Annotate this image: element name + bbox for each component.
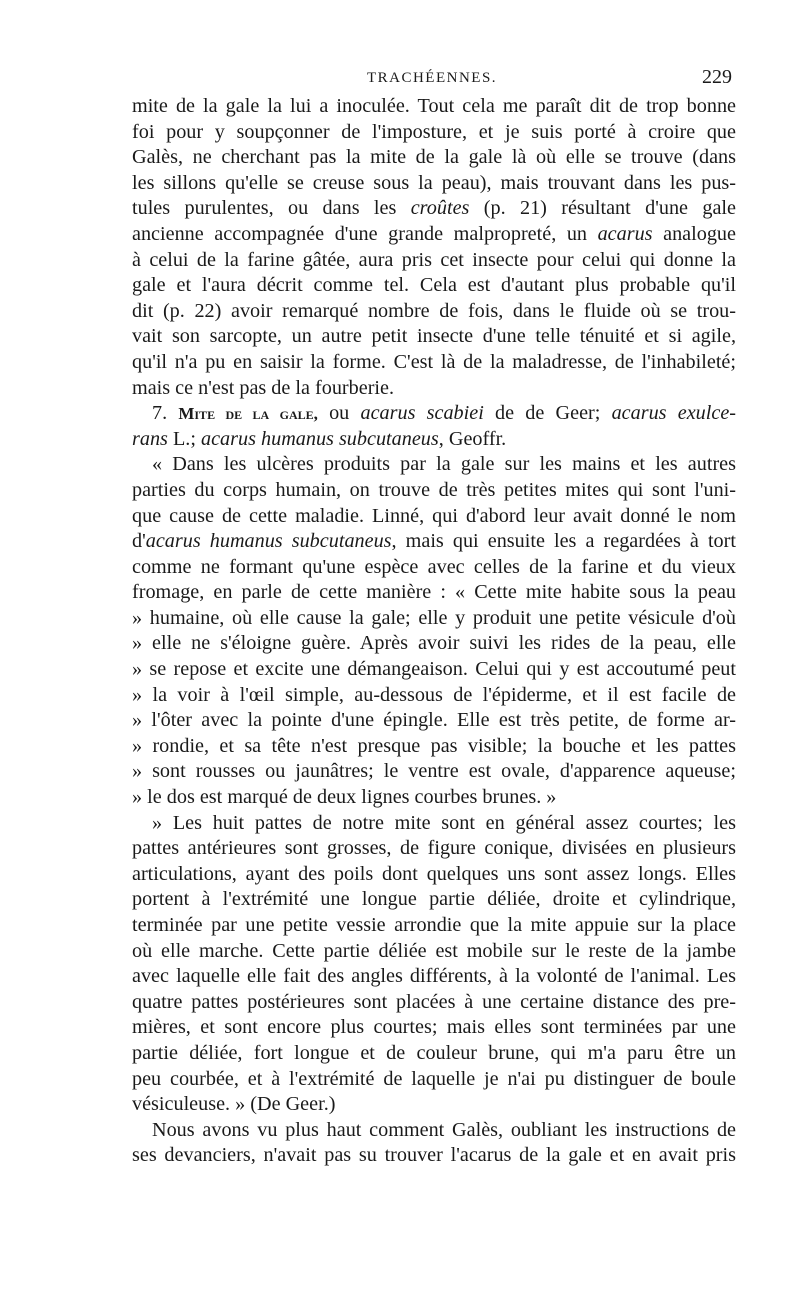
text-line xyxy=(132,1118,736,1144)
text-run: d' xyxy=(132,530,146,553)
text-run: 7. xyxy=(152,402,179,425)
text-line xyxy=(132,657,736,683)
text-run: « Dans les ulcères produits par la gale sur les mains et les autres xyxy=(152,453,736,476)
italic-term: acarus scabiei xyxy=(360,402,484,425)
text-run: parties du corps humain, on trouve de très petites mites qui sont l'uni- xyxy=(132,478,736,501)
text-run: » rondie, et sa tête n'est presque pas visible; la bouche et les pattes xyxy=(132,734,736,757)
text-line xyxy=(132,376,736,402)
text-run: » elle ne s'éloigne guère. Après avoir suivi les rides de la peau, elle xyxy=(132,632,736,655)
text-run: foi pour y soupçonner de l'imposture, et je suis porté à croire que xyxy=(132,120,736,143)
text-line xyxy=(132,120,736,146)
page-number: 229 xyxy=(702,66,732,88)
page-header xyxy=(132,66,732,96)
text-line xyxy=(132,580,736,606)
text-line xyxy=(132,964,736,990)
italic-term: acarus exulce- xyxy=(611,402,736,425)
text-line xyxy=(132,939,736,965)
text-line xyxy=(132,1015,736,1041)
text-line xyxy=(132,836,736,862)
text-line xyxy=(132,222,736,248)
text-line xyxy=(132,504,736,530)
text-line xyxy=(132,145,736,171)
text-run: (p. 21) résultant d'une gale xyxy=(469,197,736,220)
text-run: portent à l'extrémité une longue partie déliée, droite et cylindrique, xyxy=(132,888,736,911)
text-run: dit (p. 22) avoir remarqué nombre de fois, dans le fluide où se trou- xyxy=(132,299,736,322)
text-run: qu'il n'a pu en saisir la forme. C'est là de la maladresse, de l'inhabileté; xyxy=(132,350,736,373)
text-run: » se repose et excite une démangeaison. Celui qui y est accoutumé peut xyxy=(132,658,736,681)
text-run: pattes antérieures sont grosses, de figure conique, divisées en plusieurs xyxy=(132,837,736,860)
text-run: les sillons qu'elle se creuse sous la peau), mais trouvant dans les pus- xyxy=(132,171,736,194)
text-line xyxy=(132,811,736,837)
text-run: partie déliée, fort longue et de couleur brune, qui m'a paru être un xyxy=(132,1041,736,1064)
italic-term: rans xyxy=(132,427,168,450)
text-run: » l'ôter avec la pointe d'une épingle. Elle est très petite, de forme ar- xyxy=(132,709,736,732)
text-run: » le dos est marqué de deux lignes courbes brunes. » xyxy=(132,786,557,809)
text-run: terminée par une petite vessie arrondie que la mite appuie sur la place xyxy=(132,914,736,936)
text-line xyxy=(132,734,736,760)
text-line xyxy=(132,478,736,504)
text-line xyxy=(132,683,736,709)
text-run: ancienne accompagnée d'une grande malpropreté, un xyxy=(132,222,598,245)
text-line xyxy=(132,94,736,120)
text-run: peu courbée, et à l'extrémité de laquelle je n'ai pu distinguer de boule xyxy=(132,1067,736,1090)
text-line xyxy=(132,248,736,274)
text-line xyxy=(132,299,736,325)
text-run: que cause de cette maladie. Linné, qui d'abord leur avait donné le nom xyxy=(132,504,736,527)
text-run: fromage, en parle de cette manière : « Cette mite habite sous la peau xyxy=(132,581,736,604)
body-text xyxy=(132,94,736,1169)
text-line xyxy=(132,708,736,734)
text-run: Nous avons vu plus haut comment Galès, oubliant les instructions de xyxy=(152,1118,736,1141)
text-run: tules purulentes, ou dans les xyxy=(132,197,411,220)
text-line xyxy=(132,324,736,350)
text-run: quatre pattes postérieures sont placées à une certaine distance des pre- xyxy=(132,990,736,1013)
text-line xyxy=(132,913,736,939)
text-run: » la voir à l'œil simple, au-dessous de l'épiderme, et il est facile de xyxy=(132,683,736,706)
italic-term: croûtes xyxy=(410,197,470,220)
text-line xyxy=(132,785,736,811)
text-line xyxy=(132,887,736,913)
text-run: mais ce n'est pas de la fourberie. xyxy=(132,376,395,399)
text-run: de de Geer; xyxy=(483,402,612,425)
text-line xyxy=(132,555,736,581)
text-line xyxy=(132,1067,736,1093)
text-run: , mais qui ensuite les a regardées à tort xyxy=(391,530,736,553)
text-line xyxy=(132,1092,736,1118)
section-heading: Mite de la gale, xyxy=(178,404,318,424)
text-run: vésiculeuse. » (De Geer.) xyxy=(132,1093,336,1116)
italic-term: acarus humanus subcutaneus xyxy=(145,530,392,553)
text-run: à celui de la farine gâtée, aura pris cet insecte pour celui qui donne la xyxy=(132,248,736,271)
text-run: analogue xyxy=(652,222,736,245)
text-line xyxy=(132,171,736,197)
text-line xyxy=(132,427,736,453)
text-line xyxy=(132,759,736,785)
italic-term: acarus humanus subcutaneus xyxy=(201,427,439,450)
text-line xyxy=(132,401,736,427)
text-line xyxy=(132,1143,736,1169)
text-run: avec laquelle elle fait des angles différents, à la volonté de l'animal. Les xyxy=(132,965,736,988)
text-run: mières, et sont encore plus courtes; mais elles sont terminées par une xyxy=(132,1016,736,1039)
text-line xyxy=(132,350,736,376)
text-run: gale et l'aura décrit comme tel. Cela est d'autant plus probable qu'il xyxy=(132,274,736,297)
text-line xyxy=(132,631,736,657)
text-run: » Les huit pattes de notre mite sont en général assez courtes; les xyxy=(152,811,736,834)
text-line xyxy=(132,606,736,632)
text-run: » humaine, où elle cause la gale; elle y produit une petite vésicule d'où xyxy=(132,606,736,629)
text-run: vait son sarcopte, un autre petit insecte d'une telle ténuité et si agile, xyxy=(132,325,736,348)
text-run: Galès, ne cherchant pas la mite de la gale là où elle se trouve (dans xyxy=(132,146,736,169)
text-line xyxy=(132,196,736,222)
text-run: , Geoffr. xyxy=(438,427,507,450)
text-run: mite de la gale la lui a inoculée. Tout cela me paraît dit de trop bonne xyxy=(132,95,736,117)
italic-term: acarus xyxy=(597,222,653,245)
text-line xyxy=(132,862,736,888)
text-run: » sont rousses ou jaunâtres; le ventre est ovale, d'apparence aqueuse; xyxy=(132,760,736,783)
text-run: L.; xyxy=(167,427,201,450)
text-line xyxy=(132,990,736,1016)
running-title: TRACHÉENNES. xyxy=(366,70,498,86)
text-run: comme ne formant qu'une espèce avec celles de la farine et du vieux xyxy=(132,555,736,578)
text-line xyxy=(132,273,736,299)
text-run: ses devanciers, n'avait pas su trouver l'acarus de la gale et en avait pris xyxy=(132,1144,736,1167)
text-line xyxy=(132,1041,736,1067)
text-run: ou xyxy=(317,402,361,425)
text-line xyxy=(132,452,736,478)
text-line xyxy=(132,529,736,555)
text-run: articulations, ayant des poils dont quelques uns sont assez longs. Elles xyxy=(132,862,736,885)
text-run: où elle marche. Cette partie déliée est mobile sur le reste de la jambe xyxy=(132,939,736,962)
